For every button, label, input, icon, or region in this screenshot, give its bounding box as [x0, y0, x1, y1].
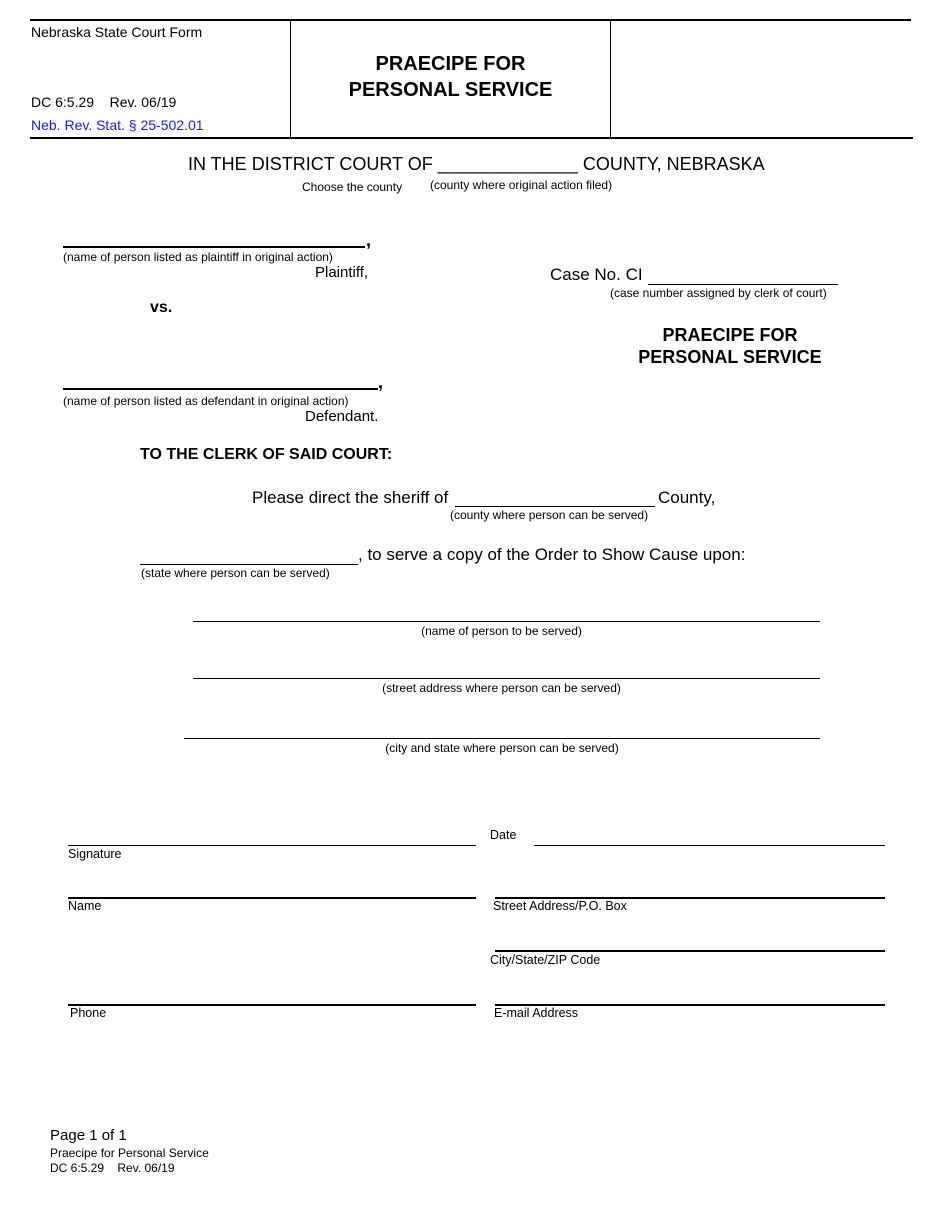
doc-title-line2: PERSONAL SERVICE — [638, 347, 822, 367]
sheriff-prefix: Please direct the sheriff of — [252, 488, 449, 507]
case-no-field[interactable] — [648, 270, 838, 285]
doc-title — [610, 324, 850, 368]
plaintiff-comma: , — [366, 230, 372, 250]
county-hint: (county where original action filed) — [430, 178, 613, 192]
date-field[interactable] — [534, 845, 885, 846]
county-field[interactable]: ______________ — [437, 154, 578, 174]
city-hint: (city and state where person can be served) — [385, 741, 619, 755]
defendant-hint: (name of person listed as defendant in original action) — [63, 394, 349, 408]
city-field[interactable] — [184, 738, 820, 739]
header-title-line2: PERSONAL SERVICE — [348, 79, 553, 101]
defendant-field[interactable] — [63, 376, 378, 390]
court-suffix: COUNTY, NEBRASKA — [582, 154, 765, 174]
phone-field[interactable] — [68, 1004, 476, 1006]
plaintiff-hint: (name of person listed as plaintiff in original action) — [63, 250, 333, 264]
court-prefix: IN THE — [188, 154, 247, 174]
salutation: TO THE CLERK OF SAID COURT: — [140, 446, 393, 463]
sheriff-suffix: County, — [658, 488, 716, 507]
city-state-zip-label: City/State/ZIP Code — [490, 953, 601, 967]
state-field[interactable] — [140, 550, 358, 565]
court-name: DISTRICT COURT OF — [251, 154, 433, 174]
case-no-hint: (case number assigned by clerk of court) — [610, 286, 827, 300]
doc-title-line1: PRAECIPE FOR — [662, 325, 798, 345]
email-label: E-mail Address — [494, 1006, 579, 1020]
street-address-label: Street Address/P.O. Box — [493, 899, 627, 913]
signature-label: Signature — [68, 847, 122, 861]
statute-link[interactable]: Neb. Rev. Stat. § 25-502.01 — [31, 117, 204, 133]
county-select-hint[interactable]: Choose the county — [302, 180, 403, 194]
form-source: Nebraska State Court Form — [31, 24, 203, 40]
footer-page: Page 1 of 1 — [50, 1127, 127, 1144]
name-label: Name — [68, 899, 102, 913]
footer-form-number — [50, 1161, 175, 1175]
vs-label: vs. — [150, 299, 173, 316]
header-title — [291, 51, 610, 103]
serve-text: , to serve a copy of the Order to Show Cause upon: — [358, 545, 746, 564]
court-line — [188, 154, 765, 175]
defendant-comma: , — [378, 372, 384, 392]
state-hint: (state where person can be served) — [141, 566, 330, 580]
sheriff-county-field[interactable] — [455, 492, 655, 507]
form-number — [31, 94, 176, 110]
person-name-field[interactable] — [193, 621, 820, 622]
footer-revision: Rev. 06/19 — [117, 1161, 175, 1175]
city-state-zip-field[interactable] — [495, 950, 885, 952]
case-no-label: Case No. CI — [550, 265, 643, 284]
form-revision: Rev. 06/19 — [109, 94, 177, 110]
header-title-line1: PRAECIPE FOR — [375, 53, 526, 75]
header-bottom-rule — [30, 137, 913, 139]
form-number-code: DC 6:5.29 — [31, 94, 95, 110]
street-field[interactable] — [193, 678, 820, 679]
name-field[interactable] — [68, 897, 476, 899]
person-hint: (name of person to be served) — [421, 624, 582, 638]
street-hint: (street address where person can be served) — [382, 681, 621, 695]
header-divider-right — [610, 20, 611, 137]
plaintiff-label: Plaintiff, — [315, 264, 369, 281]
phone-label: Phone — [70, 1006, 107, 1020]
defendant-label: Defendant. — [305, 408, 379, 425]
sheriff-hint: (county where person can be served) — [450, 508, 649, 522]
footer-form-title: Praecipe for Personal Service — [50, 1146, 209, 1160]
plaintiff-field[interactable] — [63, 232, 365, 248]
footer-form-code: DC 6:5.29 — [50, 1161, 105, 1175]
date-label: Date — [490, 828, 517, 842]
signature-field[interactable] — [68, 845, 476, 846]
header-top-rule — [30, 19, 911, 21]
